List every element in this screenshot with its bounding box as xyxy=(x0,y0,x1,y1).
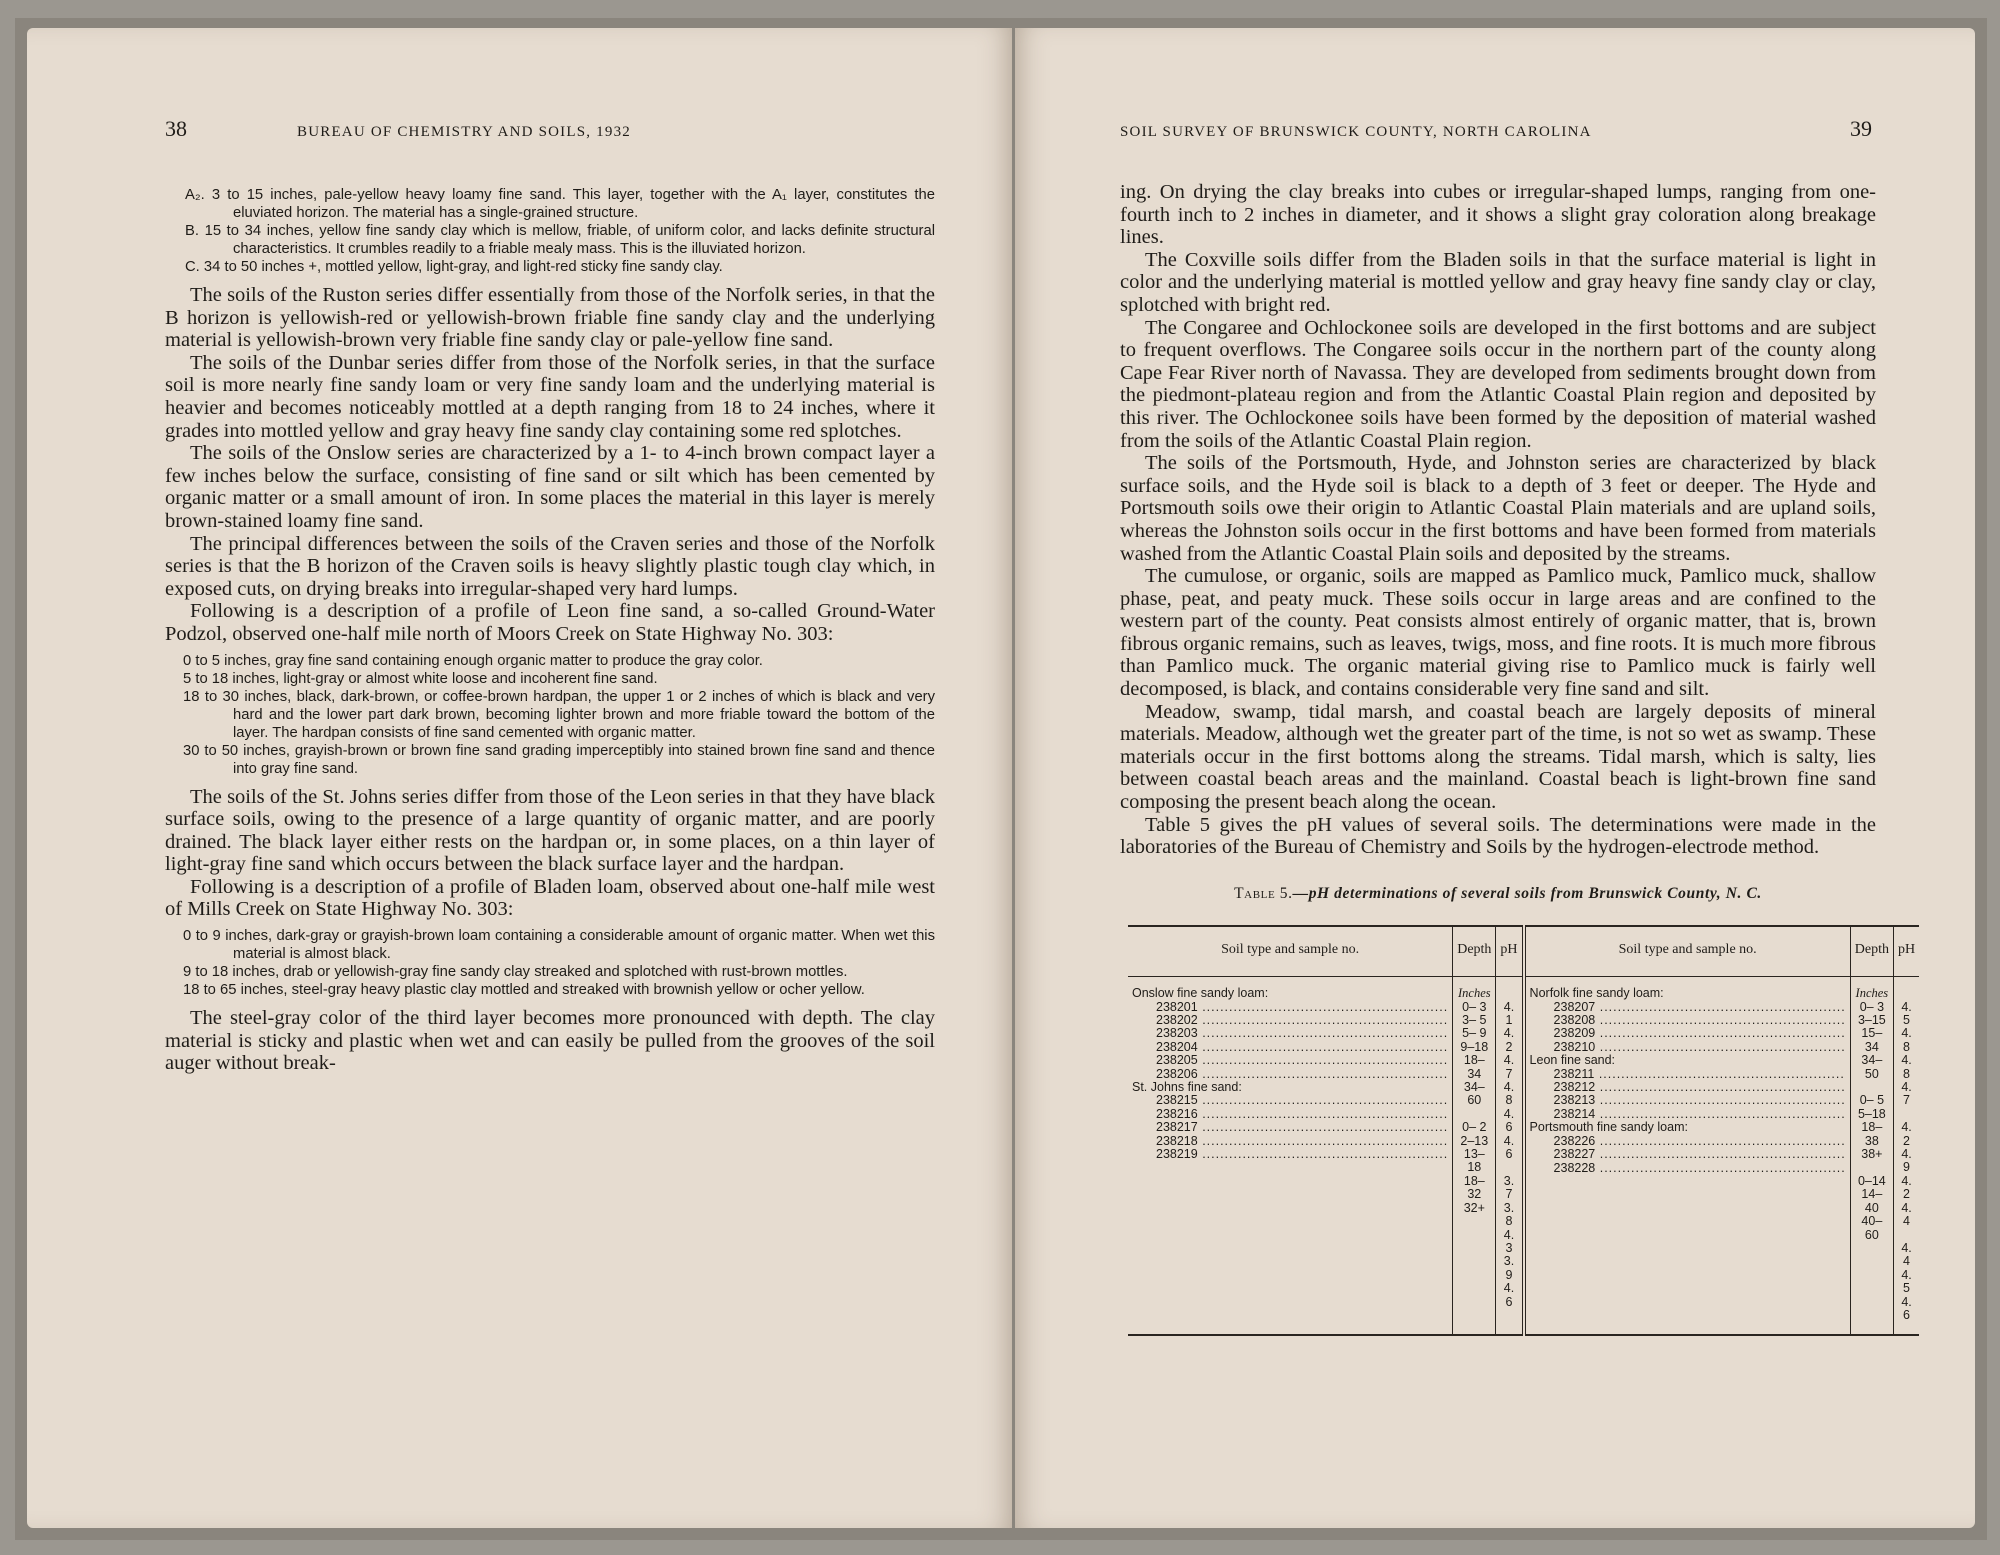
sample-number: 238204 ..... xyxy=(1132,1041,1448,1054)
ph-value: 4. 3 xyxy=(1503,1227,1515,1255)
ph-value: 4. 2 xyxy=(1503,1026,1515,1054)
paragraph-ruston: The soils of the Ruston series differ essentially from those of the Norfolk series, in that the B horizon is yellowish-red or yellowish-brown friable fine sandy clay and the underlying material is yellowish-brown very friable fine sandy clay or pale-yellow fine sand. xyxy=(165,284,935,352)
depth-value: 15–34 xyxy=(1861,1026,1883,1054)
table-body-row xyxy=(1128,977,1919,1336)
sample-number: 238219 ..... xyxy=(1132,1148,1448,1161)
depth-unit: Inches xyxy=(1458,986,1491,1001)
paragraph-portsmouth: The soils of the Portsmouth, Hyde, and Johnston series are characterized by black surface soils, and the Hyde soil is black to a depth of 3 feet or deeper. The Hyde and Portsmouth soils owe their origin to Atlantic Coastal Plain materials and are upland soils, whereas the Johnston soils occur in the first bottoms and have been formed from materials washed from the Atlantic Coastal Plain soils and deposited by the streams. xyxy=(1120,452,1876,565)
profile-item: C. 34 to 50 inches +, mottled yellow, light-gray, and light-red sticky fine sandy clay. xyxy=(185,259,723,275)
depth-value: 34–50 xyxy=(1861,1053,1883,1081)
left-running-title: BUREAU OF CHEMISTRY AND SOILS, 1932 xyxy=(297,124,631,140)
left-ph-column xyxy=(1496,977,1524,1336)
paragraph-table5-intro: Table 5 gives the pH values of several soils. The determinations were made in the laboratories of the Bureau of Chemistry and Soils by the hydrogen-electrode method. xyxy=(1120,813,1876,859)
left-page-number: 38 xyxy=(165,116,187,141)
ph-value: 4. 6 xyxy=(1901,1294,1912,1322)
right-soil-column xyxy=(1524,977,1851,1336)
sample-number: 238210 ..... xyxy=(1530,1041,1846,1054)
sample-number: 238202 ..... xyxy=(1132,1014,1448,1027)
left-running-head xyxy=(165,116,910,142)
ph-value: 4. 7 xyxy=(1503,1053,1515,1081)
depth-value: 2–13 xyxy=(1460,1133,1489,1148)
profile-item: 5 to 18 inches, light-gray or almost white loose and incoherent fine sand. xyxy=(183,670,658,687)
soil-group-name: St. Johns fine sand: xyxy=(1132,1080,1242,1095)
soil-group-name: Leon fine sand: xyxy=(1529,1053,1616,1068)
sample-number: 238218 ..... xyxy=(1132,1135,1448,1148)
paragraph-craven: The principal differences between the soils of the Craven series and those of the Norfolk series is that the B horizon of the Craven soils is heavy slightly plastic tough clay which, in exposed cuts, on drying breaks into irregular-shaped very hard lumps. xyxy=(165,532,935,600)
soil-group-name: Norfolk fine sandy loam: xyxy=(1529,986,1664,1001)
sample-number: 238203 ..... xyxy=(1132,1027,1448,1040)
sample-number: 238217 ..... xyxy=(1132,1121,1448,1134)
sample-number: 238205 ..... xyxy=(1132,1054,1448,1067)
sample-number: 238227 ..... xyxy=(1530,1148,1846,1161)
ph-value: 4. 8 xyxy=(1901,1053,1912,1081)
depth-value: 0– 3 xyxy=(1859,999,1885,1014)
ph-value: 4. 5 xyxy=(1901,1267,1912,1296)
depth-value: 18–34 xyxy=(1463,1053,1485,1081)
sample-number: 238228 ..... xyxy=(1530,1162,1846,1175)
profile-item: A₂. 3 to 15 inches, pale-yellow heavy loamy fine sand. This layer, together with the A₁ layer, constitutes the eluviated horizon. The material has a single-grained structure. xyxy=(185,187,935,221)
left-page xyxy=(27,28,1012,1528)
depth-value: 18–32 xyxy=(1463,1173,1485,1202)
depth-value: 9–18 xyxy=(1460,1039,1489,1054)
depth-value: 18–38 xyxy=(1861,1120,1883,1148)
depth-value: 13–18 xyxy=(1463,1147,1485,1175)
header-depth: Depth xyxy=(1850,926,1893,977)
ph-value: 4. 5 xyxy=(1901,999,1912,1028)
profile-item: 0 to 9 inches, dark-gray or grayish-brown loam containing a considerable amount of organic matter. When wet this material is almost black. xyxy=(183,928,935,963)
soil-group-name: Portsmouth fine sandy loam: xyxy=(1529,1120,1688,1135)
paragraph-cumulose: The cumulose, or organic, soils are mapped as Pamlico muck, Pamlico muck, shallow phase, peat, and peaty muck. These soils occur in large areas and are confined to the western part of the county. Peat consists almost entirely of organic matter, that is, brown fibrous organic remains, such as leaves, twigs, moss, and fine roots. It is much more fibrous than Pamlico muck. The organic material giving rise to Pamlico muck is fairly well decomposed, is black, and contains considerable very fine sand and silt. xyxy=(1120,565,1876,701)
right-running-head xyxy=(1120,116,1872,142)
soil-group-name: Onslow fine sandy loam: xyxy=(1132,986,1269,1001)
depth-value: 38+ xyxy=(1861,1147,1883,1162)
depth-unit: Inches xyxy=(1855,986,1889,1001)
depth-value: 14–40 xyxy=(1861,1187,1883,1215)
sample-number: 238208 ..... xyxy=(1530,1014,1846,1027)
ph-value: 4. 9 xyxy=(1901,1147,1912,1175)
right-page xyxy=(1015,28,1975,1528)
depth-value: 5– 9 xyxy=(1462,1026,1487,1041)
profile-item: B. 15 to 34 inches, yellow fine sandy clay which is mellow, friable, of uniform color, and lacks definite structural characteristics. It crumbles readily to a friable mealy mass. This is the illuviated horizon. xyxy=(185,223,935,257)
right-text-column xyxy=(1120,181,1916,1336)
header-soil-type: Soil type and sample no. xyxy=(1524,926,1851,977)
header-depth: Depth xyxy=(1453,926,1496,977)
sample-number: 238216 ..... xyxy=(1132,1108,1448,1121)
header-ph: pH xyxy=(1893,926,1919,977)
ph-value: 4. 2 xyxy=(1901,1120,1912,1148)
table-caption-label: Table 5. xyxy=(1234,884,1293,902)
table-caption xyxy=(1120,885,1876,903)
ph-value: 4. 1 xyxy=(1503,999,1515,1028)
ph-value: 4. 6 xyxy=(1503,1133,1515,1162)
left-depth-column xyxy=(1453,977,1496,1336)
profile-item: 18 to 65 inches, steel-gray heavy plastic clay mottled and streaked with brownish yellow or ocher yellow. xyxy=(183,982,865,999)
sample-number: 238207 ..... xyxy=(1530,1001,1846,1014)
sample-number: 238211 ..... xyxy=(1530,1068,1846,1081)
paragraph-meadow: Meadow, swamp, tidal marsh, and coastal beach are largely deposits of mineral materials. Meadow, although wet the greater part of the time, is not so wet as swamp. These materials occur in the first bottoms along the streams. Tidal marsh, which is salty, lies between coastal beach areas and the mainland. Coastal beach is light-brown fine sand composing the present beach along the ocean. xyxy=(1120,700,1876,814)
ph-value: 4. 4 xyxy=(1901,1200,1912,1229)
ph-value: 3. 8 xyxy=(1503,1200,1515,1229)
sample-number: 238213 ..... xyxy=(1530,1094,1846,1107)
ph-value: 3. 9 xyxy=(1503,1254,1515,1282)
depth-value: 5–18 xyxy=(1857,1106,1886,1121)
profile-item: 0 to 5 inches, gray fine sand containing enough organic matter to produce the gray color. xyxy=(183,652,763,669)
left-text-column xyxy=(165,178,935,1075)
depth-value: 0–14 xyxy=(1857,1173,1886,1188)
ph-value: 4. 6 xyxy=(1503,1106,1515,1135)
paragraph-dunbar: The soils of the Dunbar series differ from those of the Norfolk series, in that the surface soil is more nearly fine sandy loam or very fine sandy loam and the underlying material is heavier and becomes noticeably mottled at a depth ranging from 18 to 24 inches, where it grades into mottled yellow and gray heavy fine sandy clay containing some red splotches. xyxy=(165,351,935,442)
ph-value: 4. 6 xyxy=(1503,1281,1515,1309)
right-running-title: SOIL SURVEY OF BRUNSWICK COUNTY, NORTH CAROLINA xyxy=(1120,124,1592,140)
sample-number: 238212 ..... xyxy=(1530,1081,1846,1094)
profile-item: 30 to 50 inches, grayish-brown or brown fine sand grading imperceptibly into stained brown fine sand and thence into gray fine sand. xyxy=(183,742,935,777)
left-soil-column xyxy=(1128,977,1453,1336)
depth-value: 34–60 xyxy=(1463,1080,1485,1108)
depth-value: 3– 5 xyxy=(1462,1013,1487,1028)
ph-value: 4. 4 xyxy=(1901,1240,1912,1269)
bladen-profile-list xyxy=(165,927,935,999)
norfolk-profile-list xyxy=(165,186,935,276)
paragraph-congaree: The Congaree and Ochlockonee soils are developed in the first bottoms and are subject to frequent overflows. The Congaree soils occur in the northern part of the county along Cape Fear River north of Navassa. They are developed from sediments brought down from the piedmont-plateau region and from the Atlantic Coastal Plain region and deposited by this river. The Ochlockonee soils have been formed by the deposition of material washed from the soils of the Atlantic Coastal Plain region. xyxy=(1120,316,1876,452)
sample-number: 238201 ..... xyxy=(1132,1001,1448,1014)
right-page-number: 39 xyxy=(1850,116,1872,141)
depth-value: 0– 5 xyxy=(1859,1093,1885,1108)
ph-table xyxy=(1128,925,1919,1337)
depth-value: 3–15 xyxy=(1857,1013,1886,1028)
right-depth-column xyxy=(1850,977,1893,1336)
table-caption-title: —pH determinations of several soils from Brunswick County, N. C. xyxy=(1292,884,1762,902)
table-header-row xyxy=(1128,926,1919,977)
header-ph: pH xyxy=(1496,926,1524,977)
depth-value: 0– 3 xyxy=(1462,999,1487,1014)
paragraph-steel-gray: The steel-gray color of the third layer becomes more pronounced with depth. The clay material is sticky and plastic when wet and can easily be pulled from the grooves of the soil auger without break- xyxy=(165,1007,935,1075)
leon-profile-list xyxy=(165,652,935,778)
profile-item: 18 to 30 inches, black, dark-brown, or coffee-brown hardpan, the upper 1 or 2 inches of which is black and very hard and the lower part dark brown, becoming lighter brown and more friable toward the bottom of the layer. The hardpan consists of fine sand cemented with organic matter. xyxy=(183,688,935,741)
sample-number: 238226 ..... xyxy=(1530,1135,1846,1148)
ph-value: 4. 7 xyxy=(1901,1080,1912,1108)
sample-number: 238209 ..... xyxy=(1530,1027,1846,1040)
ph-value: 3. 7 xyxy=(1503,1173,1515,1202)
sample-number: 238206 ..... xyxy=(1132,1068,1448,1081)
paragraph-coxville: The Coxville soils differ from the Bladen soils in that the surface material is light in color and the underlying material is mottled yellow and gray heavy fine sandy clay or clay, splotched with bright red. xyxy=(1120,248,1876,316)
paragraph-onslow: The soils of the Onslow series are characterized by a 1- to 4-inch brown compact layer a few inches below the surface, consisting of fine sand or silt which has been cemented by organic matter or a small amount of iron. In some places the material in this layer is merely brown-stained loamy fine sand. xyxy=(165,442,935,532)
right-ph-column xyxy=(1893,977,1919,1336)
ph-value: 4. 8 xyxy=(1503,1080,1515,1108)
depth-value: 32+ xyxy=(1463,1200,1485,1215)
sample-number: 238215 ..... xyxy=(1132,1094,1448,1107)
open-book xyxy=(15,18,1987,1540)
profile-item: 9 to 18 inches, drab or yellowish-gray fine sandy clay streaked and splotched with rust-brown mottles. xyxy=(183,964,848,981)
paragraph-leon-intro: Following is a description of a profile of Leon fine sand, a so-called Ground-Water Podzol, observed one-half mile north of Moors Creek on State Highway No. 303: xyxy=(165,600,935,645)
paragraph-bladen-intro: Following is a description of a profile of Bladen loam, observed about one-half mile west of Mills Creek on State Highway No. 303: xyxy=(165,875,935,921)
ph-value: 4. 2 xyxy=(1901,1173,1912,1202)
depth-value: 40–60 xyxy=(1861,1214,1883,1242)
ph-value: 4. 8 xyxy=(1901,1026,1912,1054)
paragraph-stjohns: The soils of the St. Johns series differ from those of the Leon series in that they have black surface soils, owing to the presence of a large quantity of organic matter, and are poorly drained. The black layer either rests on the hardpan or, in some places, on a thin layer of light-gray fine sand which occurs between the black surface layer and the hardpan. xyxy=(165,785,935,876)
header-soil-type: Soil type and sample no. xyxy=(1221,941,1360,957)
paragraph-continued: ing. On drying the clay breaks into cubes or irregular-shaped lumps, ranging from one-fourth inch to 2 inches in diameter, and it shows a slight gray coloration along breakage lines. xyxy=(1120,181,1876,249)
depth-value: 0– 2 xyxy=(1462,1120,1487,1135)
sample-number: 238214 ..... xyxy=(1530,1108,1846,1121)
